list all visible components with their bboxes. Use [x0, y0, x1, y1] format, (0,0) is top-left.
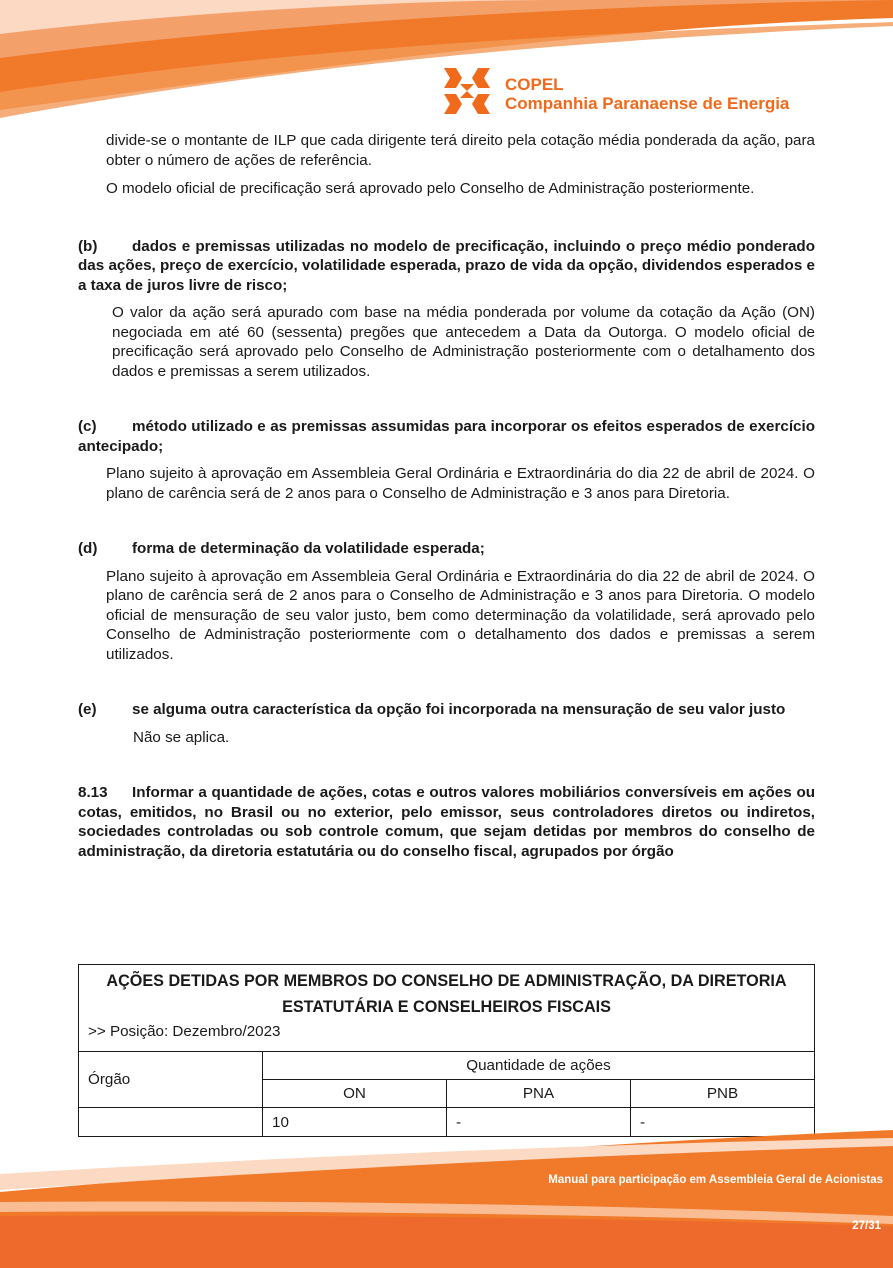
logo-line2: Companhia Paranaense de Energia [505, 94, 790, 113]
page-number: 27/31 [852, 1220, 881, 1232]
paragraph-c: Plano sujeito à aprovação em Assembleia Geral Ordinária e Extraordinária do dia 22 de abril de 2024. O plano de carência será de 2 anos para o Conselho de Administração e 3 anos para Diretoria. [106, 465, 815, 502]
header-orgao: Órgão [79, 1052, 263, 1108]
table-title-line2: ESTATUTÁRIA E CONSELHEIROS FISCAIS [282, 998, 611, 1016]
heading-d [78, 539, 815, 559]
paragraph-e: Não se aplica. [133, 728, 230, 746]
shares-table-wrapper [78, 964, 815, 1137]
heading-c [78, 417, 815, 456]
paragraph-d: Plano sujeito à aprovação em Assembleia Geral Ordinária e Extraordinária do dia 22 de abril de 2024. O plano de carência será de 2 anos para o Conselho de Administração e 3 anos para Diretoria. O modelo oficial de mensuração de seu valor justo, bem como determinação da volatilidade, será aprovado pelo Conselho de Administração posteriormente com o detalhamento dos dados e premissas a serem utilizados. [106, 567, 815, 663]
heading-b-label: (b) [78, 237, 98, 255]
paragraph-ilp: divide-se o montante de ILP que cada dirigente terá direito pela cotação média ponderada da ação, para obter o número de ações de referência. [106, 132, 815, 169]
heading-c-label: (c) [78, 418, 97, 435]
paragraph-b: O valor da ação será apurado com base na média ponderada por volume da cotação da Ação (ON) negociada em até 60 (sessenta) pregões que antecedem a Data da Outorga. O modelo oficial de precificação será aprovado pelo Conselho de Administração posteriormente com o detalhamento dos dados e premissas a serem utilizados. [112, 304, 815, 380]
paragraph-model: O modelo oficial de precificação será aprovado pelo Conselho de Administração posteriormente. [106, 180, 755, 197]
heading-b-title: dados e premissas utilizadas no modelo de precificação, incluindo o preço médio ponderado das ações, preço de exercício, volatilidade esperada, prazo de vida da opção, dividendos esperados e a taxa de juros livre de risco; [78, 237, 815, 294]
cell-on: 10 [263, 1108, 447, 1137]
document-body [78, 131, 815, 869]
header-pnb: PNB [631, 1080, 815, 1108]
table-title-line1: AÇÕES DETIDAS POR MEMBROS DO CONSELHO DE ADMINISTRAÇÃO, DA DIRETORIA [106, 972, 787, 990]
logo-text [505, 75, 789, 113]
header-on: ON [263, 1080, 447, 1108]
heading-e [78, 700, 815, 720]
footer-manual: Manual para participação em Assembleia Geral de Acionistas [548, 1174, 883, 1186]
cell-pnb: - [631, 1108, 815, 1137]
header-quantidade: Quantidade de ações [263, 1052, 815, 1080]
heading-d-title: forma de determinação da volatilidade esperada; [132, 540, 485, 557]
heading-c-title: método utilizado e as premissas assumidas para incorporar os efeitos esperados de exercício antecipado; [78, 418, 815, 455]
copel-logo-icon [442, 66, 492, 116]
table-title [79, 965, 815, 1021]
table-position: >> Posição: Dezembro/2023 [79, 1020, 815, 1052]
heading-e-label: (e) [78, 701, 97, 718]
cell-pna: - [447, 1108, 631, 1137]
heading-e-title: se alguma outra característica da opção foi incorporada na mensuração de seu valor justo [132, 701, 786, 718]
heading-8-13 [78, 783, 815, 861]
shares-table [78, 964, 815, 1137]
footer-swoosh [0, 1130, 893, 1268]
heading-8-13-label: 8.13 [78, 784, 108, 801]
logo-line1: COPEL [505, 75, 564, 94]
heading-b [78, 237, 815, 296]
heading-8-13-title: Informar a quantidade de ações, cotas e outros valores mobiliários conversíveis em ações ou cotas, emitidos, no Brasil ou no exterior, pelo emissor, seus controladores diretos ou indiretos, sociedades controladas ou sob controle comum, que sejam detidas por membros do conselho de administração, da diretoria estatutária ou do conselho fiscal, agrupados por órgão [78, 784, 815, 860]
header-pna: PNA [447, 1080, 631, 1108]
heading-d-label: (d) [78, 540, 98, 557]
